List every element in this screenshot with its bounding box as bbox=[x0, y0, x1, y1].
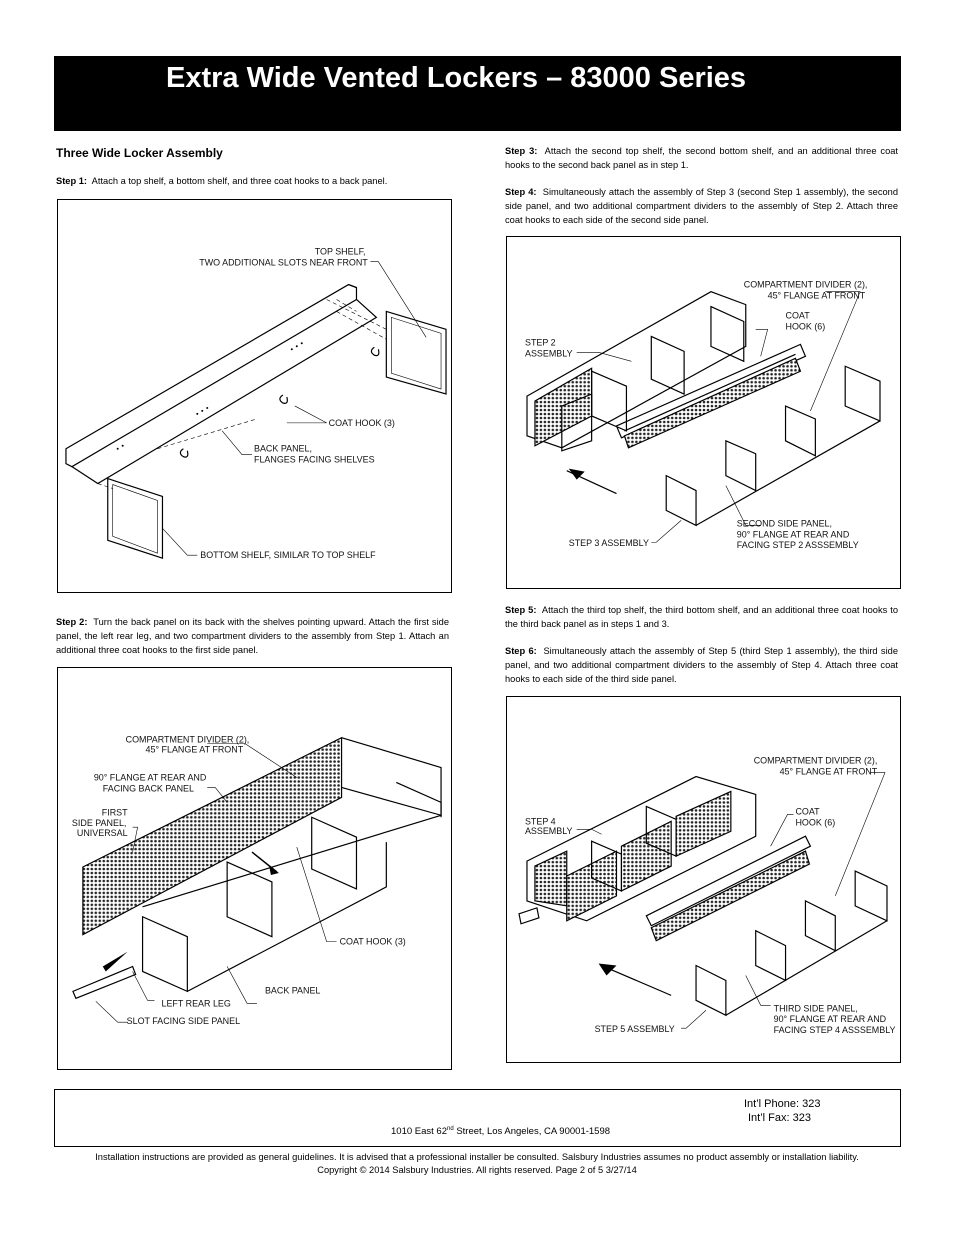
step-3-label: Step 3: bbox=[505, 146, 538, 156]
step-3-body: Attach the second top shelf, the second bottom shelf, and an additional three coat hooks to the second back panel as in step 1. bbox=[505, 146, 898, 170]
f4-label-third-3: FACING STEP 4 ASSSEMBLY bbox=[773, 1025, 896, 1036]
f1-label-top-shelf-2: TWO ADDITIONAL SLOTS NEAR FRONT bbox=[199, 257, 368, 268]
step-5-body: Attach the third top shelf, the third bottom shelf, and an additional three coat hooks to the third back panel as in steps 1 and 3. bbox=[505, 605, 899, 629]
f4-label-divider-1: COMPARTMENT DIVIDER (2), bbox=[753, 755, 878, 766]
f3-label-hook-2: HOOK (6) bbox=[785, 321, 826, 332]
figure-step-4-drawing bbox=[507, 237, 900, 588]
figure-step-6-drawing bbox=[507, 697, 900, 1062]
address bbox=[391, 1126, 610, 1137]
f1-label-back-panel-2: FLANGES FACING SHELVES bbox=[254, 454, 375, 465]
section-heading: Three Wide Locker Assembly bbox=[56, 146, 223, 160]
f2-label-left-rear-leg: LEFT REAR LEG bbox=[161, 998, 231, 1009]
figure-step-1 bbox=[57, 199, 452, 593]
title-bar bbox=[54, 56, 901, 131]
f4-label-step4-2: ASSEMBLY bbox=[524, 826, 573, 837]
f4-label-divider-2: 45° FLANGE AT FRONT bbox=[779, 766, 878, 777]
address-post: Street, Los Angeles, CA 90001-1598 bbox=[453, 1126, 611, 1138]
step-1-label: Step 1: bbox=[56, 176, 87, 186]
f2-label-coat-hook: COAT HOOK (3) bbox=[339, 936, 406, 947]
f4-label-step4-1: STEP 4 bbox=[524, 816, 556, 827]
contact-box bbox=[54, 1089, 901, 1147]
f2-label-first-2: SIDE PANEL, bbox=[71, 818, 127, 829]
f2-label-divider-2: 45° FLANGE AT FRONT bbox=[145, 744, 244, 755]
figure-step-2 bbox=[57, 667, 452, 1070]
f2-label-slot: SLOT FACING SIDE PANEL bbox=[126, 1016, 241, 1027]
figure-step-1-drawing bbox=[58, 200, 451, 592]
figure-step-2-drawing bbox=[58, 668, 451, 1069]
intl-fax: Int’l Fax: 323 bbox=[748, 1112, 811, 1124]
address-pre: 1010 East 62 bbox=[391, 1126, 447, 1138]
f4-label-hook-2: HOOK (6) bbox=[795, 817, 836, 828]
f3-label-divider-1: COMPARTMENT DIVIDER (2), bbox=[743, 279, 868, 290]
f4-label-third-2: 90° FLANGE AT REAR AND bbox=[773, 1014, 887, 1025]
f2-label-back-panel: BACK PANEL bbox=[264, 985, 321, 996]
step-6-body: Simultaneously attach the assembly of Step 5 (third Step 1 assembly), the third side panel, and two additional compartment dividers to the assembly of Step 4. Attach three coat hooks to each side of the third side panel. bbox=[505, 646, 898, 684]
address-sup: nd bbox=[447, 1126, 454, 1132]
step-2-body: Turn the back panel on its back with the shelves pointing upward. Attach the first side panel, the left rear leg, and two compartment dividers to the assembly from Step 1. Attach an additional three coat hooks to the first side panel. bbox=[56, 617, 449, 655]
f3-label-second-2: 90° FLANGE AT REAR AND bbox=[736, 529, 850, 540]
step-3-text bbox=[505, 144, 898, 172]
copyright: Copyright © 2014 Salsbury Industries. All rights reserved. Page 2 of 5 3/27/14 bbox=[317, 1165, 637, 1175]
f1-label-bottom-shelf: BOTTOM SHELF, SIMILAR TO TOP SHELF bbox=[200, 550, 376, 561]
f2-label-flange-1: 90° FLANGE AT REAR AND bbox=[93, 772, 207, 783]
f1-label-back-panel-1: BACK PANEL, bbox=[254, 443, 312, 454]
f3-label-step2-1: STEP 2 bbox=[525, 337, 556, 348]
f2-label-first-3: UNIVERSAL bbox=[76, 828, 128, 839]
f3-label-second-3: FACING STEP 2 ASSSEMBLY bbox=[736, 540, 859, 551]
step-4-label: Step 4: bbox=[505, 187, 537, 197]
f4-label-third-1: THIRD SIDE PANEL, bbox=[773, 1003, 858, 1014]
f1-label-top-shelf-1: TOP SHELF, bbox=[314, 246, 366, 257]
f2-label-first-1: FIRST bbox=[101, 807, 128, 818]
step-1-text bbox=[56, 174, 451, 188]
f1-label-coat-hook: COAT HOOK (3) bbox=[328, 417, 395, 428]
step-1-body: Attach a top shelf, a bottom shelf, and three coat hooks to a back panel. bbox=[91, 176, 388, 186]
step-5-text bbox=[505, 603, 898, 631]
step-4-body: Simultaneously attach the assembly of Step 3 (second Step 1 assembly), the second side panel, and two additional compartment dividers to the assembly of Step 2. Attach three coat hooks to each side of the second side panel. bbox=[505, 187, 898, 225]
step-2-text bbox=[56, 615, 449, 657]
step-6-label: Step 6: bbox=[505, 646, 537, 656]
f2-label-flange-2: FACING BACK PANEL bbox=[102, 783, 195, 794]
page-title: Extra Wide Vented Lockers – 83000 Series bbox=[166, 62, 747, 94]
f3-label-step3: STEP 3 ASSEMBLY bbox=[568, 538, 649, 549]
step-5-label: Step 5: bbox=[505, 605, 537, 615]
f3-label-divider-2: 45° FLANGE AT FRONT bbox=[767, 290, 866, 301]
f4-label-hook-1: COAT bbox=[795, 806, 820, 817]
f3-label-second-1: SECOND SIDE PANEL, bbox=[736, 518, 833, 529]
f3-label-step2-2: ASSEMBLY bbox=[525, 348, 573, 359]
intl-phone: Int’l Phone: 323 bbox=[744, 1098, 821, 1110]
step-2-label: Step 2: bbox=[56, 617, 88, 627]
figure-step-4 bbox=[506, 236, 901, 589]
step-4-text bbox=[505, 185, 898, 227]
disclaimer: Installation instructions are provided as general guidelines. It is advised that a professional installer be consulted. Salsbury Industries assumes no product assembly or installation liability. bbox=[95, 1152, 859, 1162]
step-6-text bbox=[505, 644, 898, 686]
f3-label-hook-1: COAT bbox=[785, 310, 810, 321]
f4-label-step5: STEP 5 ASSEMBLY bbox=[594, 1024, 675, 1035]
f2-label-divider-1: COMPARTMENT DIVIDER (2), bbox=[125, 734, 250, 745]
figure-step-6 bbox=[506, 696, 901, 1063]
